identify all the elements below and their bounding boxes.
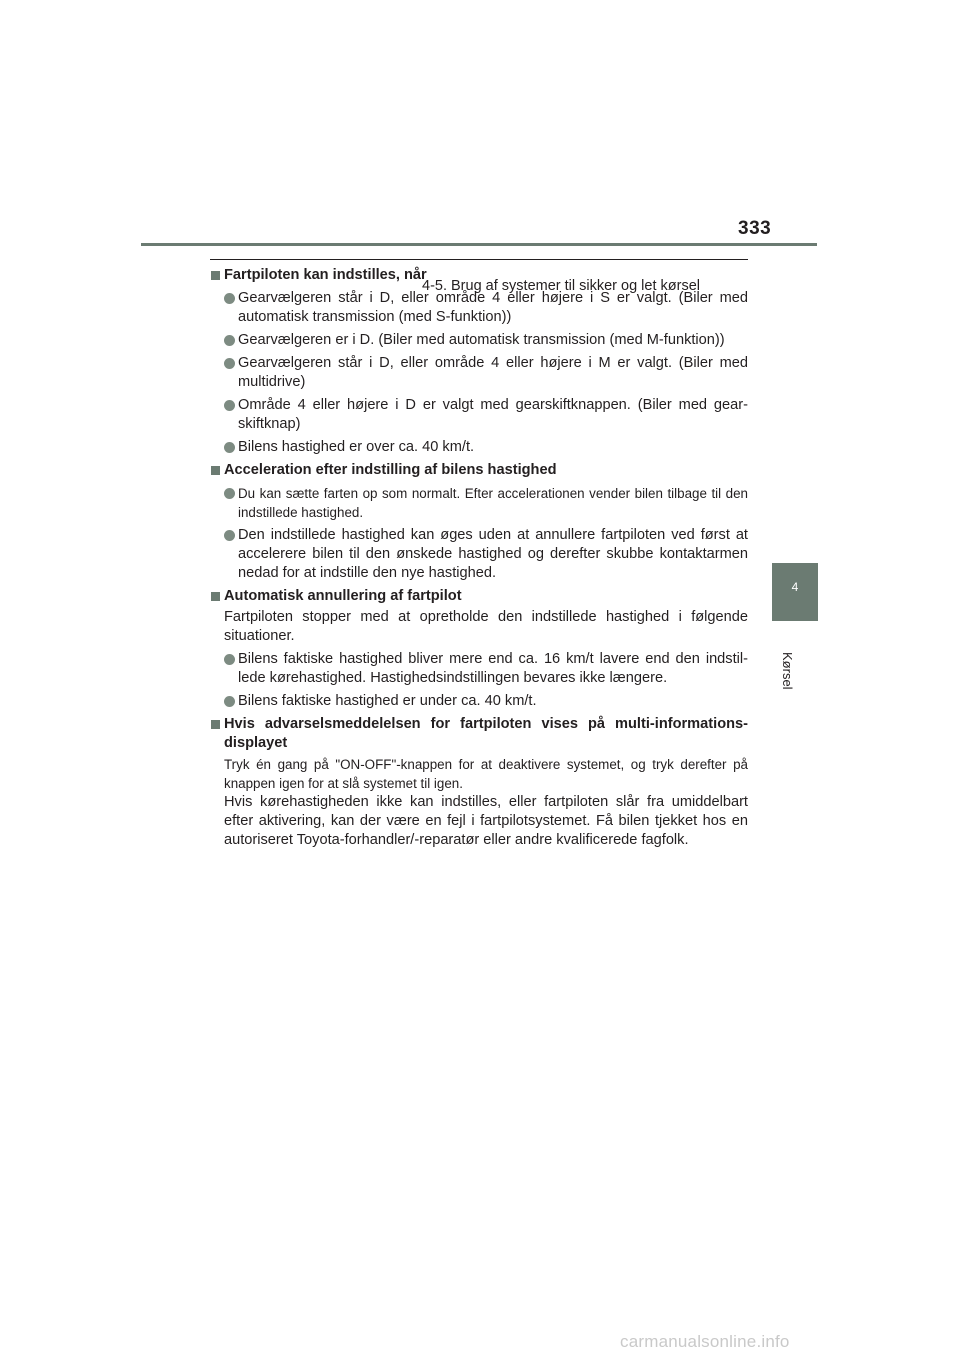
section-heading-text: Acceleration efter indstilling af bilens hastighed [224,462,557,478]
section-heading-text: Automatisk annullering af fartpilot [224,588,462,604]
circle-bullet-icon [224,293,235,304]
section-heading [210,715,748,753]
circle-bullet-icon [224,696,235,707]
list-item-text: Bilens hastighed er over ca. 40 km/t. [238,439,475,455]
list-item-text: Gearvælgeren står i D, eller område 4 eller højere i S er valgt. (Biler med automatisk transmission (med S-funktion)) [238,290,748,325]
list-item-text: Område 4 eller højere i D er valgt med gearskiftknappen. (Biler med gear-skiftknap) [238,397,748,432]
list-item-text: Gearvælgeren er i D. (Biler med automatisk transmission (med M-funktion)) [238,332,725,348]
circle-bullet-icon [224,442,235,453]
section-heading [210,587,748,606]
list-item [210,438,748,457]
circle-bullet-icon [224,358,235,369]
list-item [210,526,748,583]
page-number: 333 [738,218,772,239]
chapter-side-label: Kørsel [780,652,795,690]
content-top-rule [210,259,748,260]
section-heading-text: Hvis advarselsmeddelelsen for fartpiloten vises på multi-informations-displayet [224,716,748,751]
list-item [210,396,748,434]
paragraph: Fartpiloten stopper med at opretholde den indstillede hastighed i følgende situationer. [224,609,748,644]
list-item [210,331,748,350]
footer-watermark: carmanualsonline.info [620,1332,790,1351]
header-chapter-title: 4-5. Brug af systemer til sikker og let kørsel [422,278,700,294]
list-item [210,484,748,522]
chapter-tab-number: 4 [791,580,799,594]
list-item-text: Den indstillede hastighed kan øges uden at annullere fartpiloten ved først at accelerere bilen til den ønskede hastighed og derefter skubbe kontaktarmen nedad for at indstille den nye hastighed. [238,527,748,581]
circle-bullet-icon [224,654,235,665]
circle-bullet-icon [224,530,235,541]
square-bullet-icon [211,592,220,601]
square-bullet-icon [211,271,220,280]
list-item [210,650,748,688]
section-heading [210,461,748,480]
square-bullet-icon [211,466,220,475]
circle-bullet-icon [224,488,235,499]
paragraph: Tryk én gang på "ON-OFF"-knappen for at deaktivere systemet, og tryk derefter på knappen igen for at slå systemet til igen. [224,757,748,791]
section-heading-text: Fartpiloten kan indstilles, når [224,267,427,283]
section-heading [210,266,748,285]
list-item-text: Bilens faktiske hastighed bliver mere end ca. 16 km/t lavere end den indstil-lede kørehastighed. Hastighedsindstillingen bevares ikke længere. [238,651,748,686]
list-item-text: Gearvælgeren står i D, eller område 4 eller højere i M er valgt. (Biler med multidrive) [238,355,748,390]
paragraph: Hvis kørehastigheden ikke kan indstilles, eller fartpiloten slår fra umiddelbart efter aktivering, kan der være en fejl i fartpilotsystemet. Få bilen tjekket hos en autoriseret Toyota-forhandler/-reparatør eller andre kvalificerede fagfolk. [224,794,748,848]
page-content [210,262,748,850]
header-rule [141,243,817,246]
list-item [210,289,748,327]
circle-bullet-icon [224,335,235,346]
list-item-text: Bilens faktiske hastighed er under ca. 40 km/t. [238,693,537,709]
list-item [210,692,748,711]
list-item-text: Du kan sætte farten op som normalt. Efter accelerationen vender bilen tilbage til den indstillede hastighed. [238,486,748,520]
list-item [210,354,748,392]
chapter-side-tab [772,563,818,621]
square-bullet-icon [211,720,220,729]
circle-bullet-icon [224,400,235,411]
